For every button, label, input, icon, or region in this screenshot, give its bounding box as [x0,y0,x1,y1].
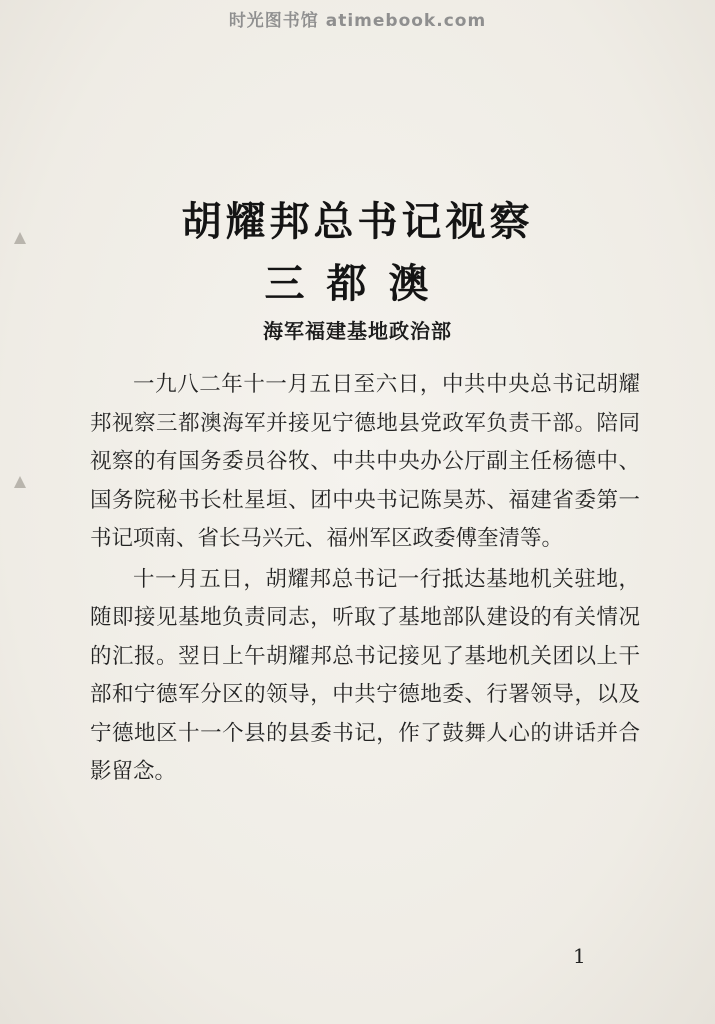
watermark: 时光图书馆 atimebook.com [228,11,487,31]
bleed-through-text [90,122,650,152]
article-author: 海军福建基地政治部 [263,319,452,343]
edge-mark [14,476,26,488]
paragraph: 十一月五日，胡耀邦总书记一行抵达基地机关驻地，随即接见基地负责同志，听取了基地部队建设的有关情况的汇报。翌日上午胡耀邦总书记接见了基地机关团以上干部和宁德军分区的领导，中共宁德地委、行署领导，以及宁德地区十一个县的县委书记，作了鼓舞人心的讲话并合影留念。 [90,566,640,784]
page-number: 1 [573,944,586,968]
paragraph: 一九八二年十一月五日至六日，中共中央总书记胡耀邦视察三都澳海军并接见宁德地县党政军负责干部。陪同视察的有国务委员谷牧、中共中央办公厅副主任杨德中、国务院秘书长杜星垣、团中央书记陈昊苏、福建省委第一书记项南、省长马兴元、福州军区政委傅奎清等。 [90,372,640,551]
article-title: 胡耀邦总书记视察 [181,198,534,245]
article-body [90,366,640,792]
article-subtitle: 三都澳 [264,260,451,307]
